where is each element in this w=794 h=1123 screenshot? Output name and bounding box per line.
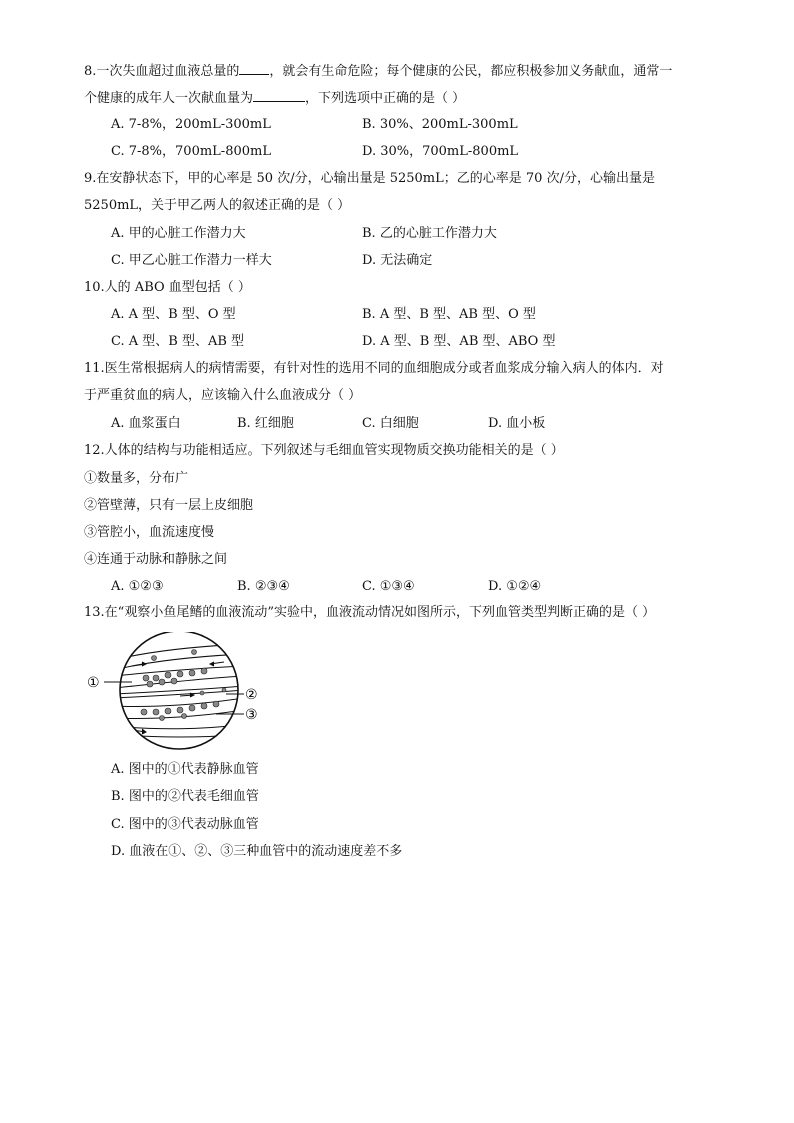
- q13-option-b: B. 图中的②代表毛细血管: [111, 789, 259, 804]
- q9-option-a: A. 甲的心脏工作潜力大: [111, 226, 246, 241]
- q12-item-2: ②管壁薄，只有一层上皮细胞: [84, 498, 254, 513]
- q11-option-a: A. 血浆蛋白: [111, 416, 181, 431]
- q9-stem-line1: 9.在安静状态下，甲的心率是 50 次/分，心输出量是 5250mL；乙的心率是 70 次/分，心输出量是: [84, 171, 655, 186]
- q9-option-c: C. 甲乙心脏工作潜力一样大: [111, 253, 272, 268]
- q11-option-c: C. 白细胞: [362, 416, 419, 431]
- q8-stem-part2: ，就会有生命危险；每个健康的公民，都应积极参加义务献血，通常一: [269, 64, 673, 79]
- q12-option-d: D. ①②④: [488, 579, 542, 594]
- q10-option-c: C. A 型、B 型、AB 型: [111, 334, 245, 349]
- q8-stem-part4: ，下列选项中正确的是（ ）: [305, 91, 466, 106]
- figure-label-1: ①: [87, 675, 100, 691]
- q9-stem-line2: 5250mL，关于甲乙两人的叙述正确的是（ ）: [84, 198, 351, 213]
- q12-item-4: ④连通于动脉和静脉之间: [84, 552, 228, 567]
- q9-option-b: B. 乙的心脏工作潜力大: [362, 226, 497, 241]
- q8-option-c: C. 7-8%，700mL-800mL: [111, 144, 271, 159]
- q9-option-d: D. 无法确定: [362, 253, 433, 268]
- q8-stem-part1: 8.一次失血超过血液总量的: [84, 64, 240, 79]
- q13-option-c: C. 图中的③代表动脉血管: [111, 817, 259, 832]
- q12-stem-line1: 12.人体的结构与功能相适应。下列叙述与毛细血管实现物质交换功能相关的是（ ）: [84, 443, 564, 458]
- q12-option-a: A. ①②③: [111, 579, 164, 594]
- q8-stem-line2: [84, 88, 465, 108]
- q12-item-1: ①数量多，分布广: [84, 471, 189, 486]
- q10-option-a: A. A 型、B 型、O 型: [111, 307, 236, 322]
- figure-label-2: ②: [245, 687, 258, 703]
- q11-stem-line1: 11.医生常根据病人的病情需要，有针对性的选用不同的血细胞成分或者血浆成分输入病人的体内．对: [84, 361, 664, 376]
- q10-option-b: B. A 型、B 型、AB 型、O 型: [362, 307, 536, 322]
- blood-vessel-figure: [84, 632, 274, 752]
- q10-stem-line1: 10.人的 ABO 血型包括（ ）: [84, 280, 251, 295]
- q12-item-3: ③管腔小，血流速度慢: [84, 525, 215, 540]
- q8-option-d: D. 30%，700mL-800mL: [362, 144, 519, 159]
- q8-blank-1: [239, 61, 269, 75]
- q8-blank-2: [253, 88, 305, 102]
- q13-stem-line1: 13.在“观察小鱼尾鳍的血液流动”实验中，血液流动情况如图所示，下列血管类型判断正确的是（ ）: [84, 605, 656, 620]
- figure-label-3: ③: [245, 707, 258, 723]
- q11-option-b: B. 红细胞: [237, 416, 294, 431]
- q10-option-d: D. A 型、B 型、AB 型、ABO 型: [362, 334, 556, 349]
- q12-option-c: C. ①③④: [362, 579, 415, 594]
- q11-option-d: D. 血小板: [488, 416, 546, 431]
- q13-option-a: A. 图中的①代表静脉血管: [111, 762, 259, 777]
- q12-option-b: B. ②③④: [237, 579, 290, 594]
- q11-stem-line2: 于严重贫血的病人，应该输入什么血液成分（ ）: [84, 388, 362, 403]
- q8-stem-part3: 个健康的成年人一次献血量为: [84, 91, 254, 106]
- q8-option-a: A. 7-8%，200mL-300mL: [111, 117, 271, 132]
- q13-option-d: D. 血液在①、②、③三种血管中的流动速度差不多: [111, 844, 403, 859]
- q8-stem-line1: [84, 61, 672, 81]
- q8-option-b: B. 30%、200mL-300mL: [362, 117, 518, 132]
